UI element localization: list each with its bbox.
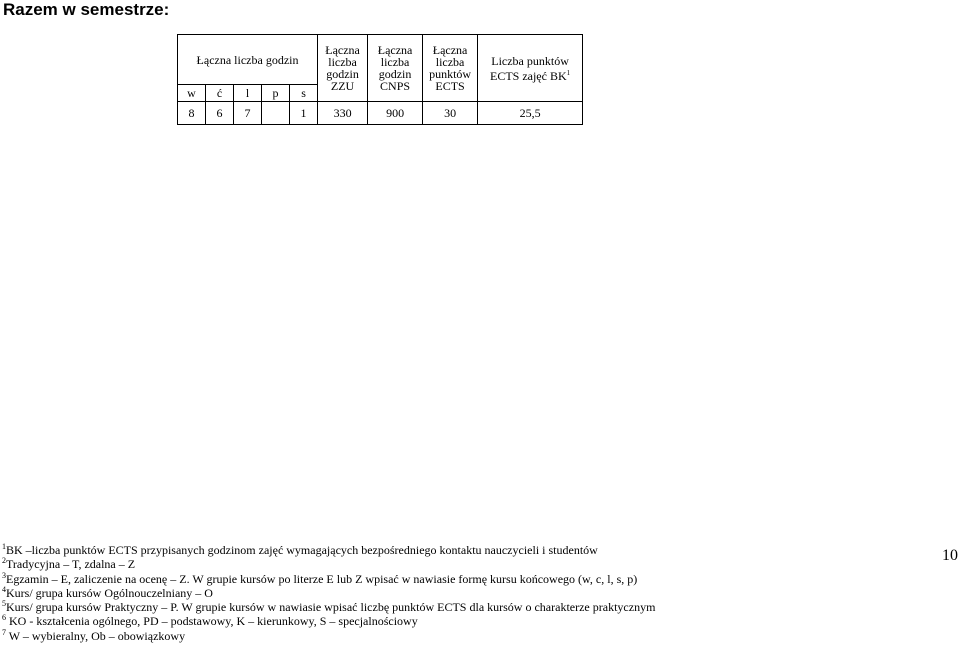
header-bk-label: Liczba punktów ECTS zajęć BK	[489, 53, 569, 83]
letter-cell: w	[178, 85, 206, 102]
value-cell: 7	[234, 102, 262, 125]
letter-cell: ć	[206, 85, 234, 102]
footnote-text: Egzamin – E, zaliczenie na ocenę – Z. W grupie kursów po literze E lub Z wpisać w nawiasie formę kursu końcowego (w, c, l, s, p)	[6, 571, 638, 586]
footnote	[2, 629, 655, 643]
footnote-mark: 2	[2, 556, 6, 566]
value-ects: 30	[423, 102, 478, 125]
header-cnps: Łączna liczba godzin CNPS	[368, 35, 423, 102]
footnote	[2, 543, 655, 557]
page-title: Razem w semestrze:	[3, 0, 170, 19]
footnote-text: W – wybieralny, Ob – obowiązkowy	[6, 628, 186, 643]
footnote-text: Kurs/ grupa kursów Praktyczny – P. W grupie kursów w nawiasie wpisać liczbę punktów ECTS dla kursów o charakterze praktycznym	[6, 600, 656, 615]
footnote	[2, 557, 655, 571]
letter-cell: s	[290, 85, 318, 102]
footnote-mark: 6	[2, 613, 6, 623]
header-bk	[478, 35, 583, 102]
footnote-mark: 5	[2, 599, 6, 609]
footnote-text: BK –liczba punktów ECTS przypisanych godzinom zajęć wymagających bezpośredniego kontaktu nauczycieli i studentów	[6, 543, 598, 557]
header-bk-footnote-mark: 1	[566, 68, 571, 77]
footnote-mark: 4	[2, 584, 6, 594]
footnote	[2, 572, 655, 586]
footnote	[2, 600, 655, 614]
letter-cell: l	[234, 85, 262, 102]
footnote-mark: 3	[2, 570, 6, 580]
value-cell: 6	[206, 102, 234, 125]
header-zzu: Łączna liczba godzin ZZU	[318, 35, 368, 102]
value-cell: 8	[178, 102, 206, 125]
value-cell	[262, 102, 290, 125]
header-ects: Łączna liczba punktów ECTS	[423, 35, 478, 102]
footnote	[2, 586, 655, 600]
footnotes	[2, 543, 655, 643]
value-cnps: 900	[368, 102, 423, 125]
footnote-text: Tradycyjna – T, zdalna – Z	[6, 557, 136, 572]
footnote-mark: 1	[2, 542, 6, 551]
semester-summary-table	[177, 34, 583, 125]
header-total-hours: Łączna liczba godzin	[178, 35, 318, 85]
page-number: 10	[942, 547, 958, 564]
footnote	[2, 614, 655, 628]
letter-cell: p	[262, 85, 290, 102]
footnote-text: KO - kształcenia ogólnego, PD – podstawowy, K – kierunkowy, S – specjalnościowy	[6, 614, 418, 629]
footnote-text: Kurs/ grupa kursów Ogólnouczelniany – O	[6, 585, 213, 600]
value-zzu: 330	[318, 102, 368, 125]
value-cell: 1	[290, 102, 318, 125]
footnote-mark: 7	[2, 627, 6, 637]
value-bk: 25,5	[478, 102, 583, 125]
